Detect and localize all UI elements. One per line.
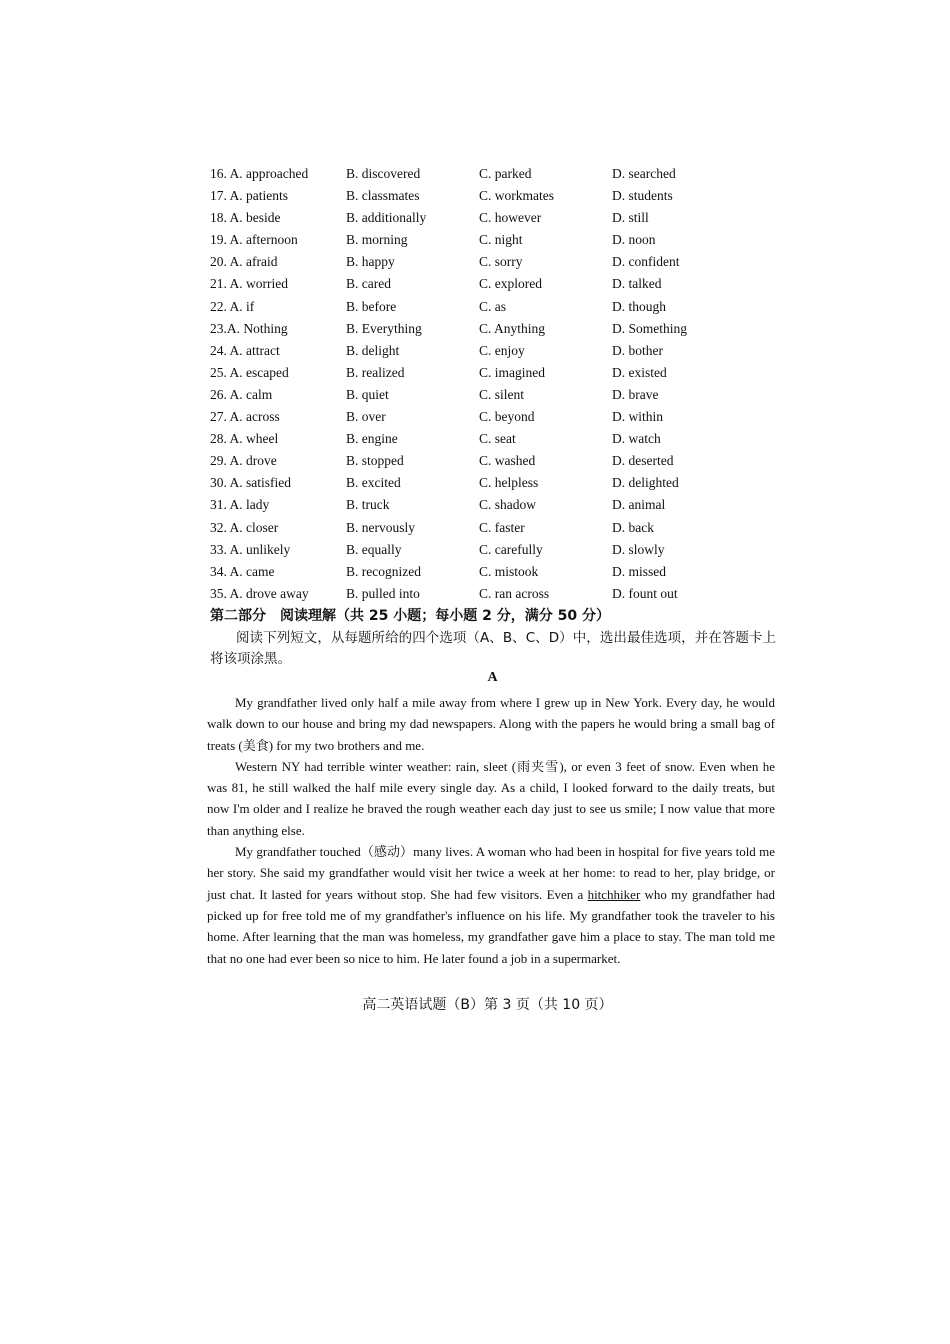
option-cell: D. students xyxy=(612,188,673,204)
option-cell: 18. A. beside xyxy=(210,210,281,226)
option-cell: 28. A. wheel xyxy=(210,431,279,447)
option-cell: 22. A. if xyxy=(210,298,255,314)
option-cell: B. delight xyxy=(346,342,400,358)
option-row xyxy=(210,583,770,605)
option-cell: B. excited xyxy=(346,475,401,491)
option-cell: C. shadow xyxy=(479,497,536,513)
option-cell: D. missed xyxy=(612,563,666,579)
option-cell: C. parked xyxy=(479,166,532,181)
passage-title: A xyxy=(487,670,498,685)
option-cell: 29. A. drove xyxy=(210,453,277,469)
option-cell: C. Anything xyxy=(479,320,546,336)
page-footer: 高二英语试题（B）第 3 页（共 10 页） xyxy=(362,997,613,1013)
option-cell: B. quiet xyxy=(346,386,389,402)
option-cell: D. bother xyxy=(612,342,663,358)
section-header: 第二部分 阅读理解（共 25 小题；每小题 2 分，满分 50 分） xyxy=(210,608,610,624)
option-row xyxy=(210,428,770,450)
option-cell: B. recognized xyxy=(346,563,421,579)
paragraph-2: Western NY had terrible winter weather: rain, sleet (雨夹雪), or even 3 feet of snow. Even when he was 81, he still walked the half mile every single day. As a child, I looked forward to the daily treats, but now I'm older and I realize he braved the rough weather each day just to see us smile; I now value that more than anything else. xyxy=(207,758,775,838)
option-cell: D. talked xyxy=(612,276,662,292)
option-cell: C. carefully xyxy=(479,541,543,557)
option-cell: D. fount out xyxy=(612,585,678,601)
option-cell: B. realized xyxy=(346,364,405,380)
option-cell: C. explored xyxy=(479,276,542,292)
option-cell: B. equally xyxy=(346,541,402,557)
option-cell: 27. A. across xyxy=(210,409,280,425)
option-row xyxy=(210,561,770,583)
option-cell: B. Everything xyxy=(346,320,422,336)
option-row xyxy=(210,384,770,406)
underlined-word: hitchhiker xyxy=(587,886,641,902)
option-cell: C. faster xyxy=(479,519,525,535)
option-cell: 34. A. came xyxy=(210,563,275,579)
option-cell: B. engine xyxy=(346,431,398,447)
option-row xyxy=(210,229,770,251)
option-cell: B. discovered xyxy=(346,166,421,181)
option-row xyxy=(210,539,770,561)
option-cell: B. additionally xyxy=(346,210,427,226)
paragraph-3: My grandfather touched（感动）many lives. A woman who had been in hospital for five years told me her story. She said my grandfather would visit her twice a week at her home: to read to her, play bridge, or just chat. It lasted for years without stop. She had few visitors. Even a hitchhiker who my grandfather had picked up for free told me of my grandfather's influence on his life. My grandfather took the traveler to his home. After learning that the man was homeless, my grandfather gave him a place to stay. The man told me that no one had ever been so nice to him. He later found a job in a supermarket. xyxy=(207,844,775,966)
option-cell: C. mistook xyxy=(479,563,539,579)
option-cell: C. beyond xyxy=(479,409,535,425)
option-cell: B. morning xyxy=(346,232,408,248)
option-cell: B. before xyxy=(346,298,397,314)
option-cell: D. animal xyxy=(612,497,666,513)
option-cell: D. delighted xyxy=(612,475,679,491)
option-cell: C. silent xyxy=(479,386,525,402)
option-row xyxy=(210,185,770,207)
reading-passage xyxy=(207,692,775,969)
option-cell: B. pulled into xyxy=(346,585,420,601)
option-cell: D. within xyxy=(612,409,664,425)
option-cell: 30. A. satisfied xyxy=(210,475,291,491)
option-cell: 35. A. drove away xyxy=(210,585,309,601)
option-cell: C. helpless xyxy=(479,475,539,491)
option-cell: 23.A. Nothing xyxy=(210,320,288,336)
option-cell: 20. A. afraid xyxy=(210,254,278,270)
option-row xyxy=(210,318,770,340)
option-cell: 32. A. closer xyxy=(210,519,279,535)
option-cell: C. night xyxy=(479,232,523,248)
option-cell: C. workmates xyxy=(479,188,554,204)
option-row xyxy=(210,296,770,318)
option-cell: D. existed xyxy=(612,364,667,380)
option-cell: C. as xyxy=(479,298,506,314)
option-cell: 26. A. calm xyxy=(210,386,273,402)
option-cell: D. brave xyxy=(612,386,659,402)
option-cell: B. happy xyxy=(346,254,395,270)
option-cell: 19. A. afternoon xyxy=(210,232,298,248)
option-row xyxy=(210,494,770,516)
option-cell: D. though xyxy=(612,298,666,314)
option-row xyxy=(210,273,770,295)
option-cell: C. enjoy xyxy=(479,342,525,358)
option-row xyxy=(210,163,770,185)
option-cell: B. stopped xyxy=(346,453,404,469)
option-cell: C. ran across xyxy=(479,585,550,601)
option-row xyxy=(210,251,770,273)
option-cell: B. over xyxy=(346,409,386,425)
option-row xyxy=(210,472,770,494)
option-cell: 17. A. patients xyxy=(210,188,288,204)
option-row xyxy=(210,406,770,428)
option-cell: B. cared xyxy=(346,276,391,292)
option-cell: D. confident xyxy=(612,254,680,270)
option-row xyxy=(210,450,770,472)
paragraph-1: My grandfather lived only half a mile away from where I grew up in New York. Every day, he would walk down to our house and bring my dad newspapers. Along with the papers he would bring a small bag of treats (美食) for my two brothers and me. xyxy=(207,695,775,753)
option-cell: 21. A. worried xyxy=(210,276,288,292)
option-cell: 25. A. escaped xyxy=(210,364,289,380)
option-cell: B. nervously xyxy=(346,519,415,535)
option-cell: C. sorry xyxy=(479,254,523,270)
option-cell: D. searched xyxy=(612,166,676,181)
option-row xyxy=(210,340,770,362)
instruction-text: 阅读下列短文，从每题所给的四个选项（A、B、C、D）中，选出最佳选项，并在答题卡上将该项涂黑。 xyxy=(210,630,776,667)
option-cell: D. deserted xyxy=(612,453,674,469)
option-cell: D. Something xyxy=(612,320,688,336)
option-cell: D. watch xyxy=(612,431,661,447)
option-cell: C. imagined xyxy=(479,364,545,380)
option-row xyxy=(210,362,770,384)
option-cell: D. slowly xyxy=(612,541,665,557)
option-cell: C. seat xyxy=(479,431,516,447)
options-table xyxy=(210,163,770,605)
option-cell: 24. A. attract xyxy=(210,342,280,358)
option-row xyxy=(210,207,770,229)
option-cell: C. however xyxy=(479,210,542,226)
option-cell: D. still xyxy=(612,210,649,226)
option-cell: 16. A. approached xyxy=(210,166,309,181)
option-cell: D. back xyxy=(612,519,654,535)
option-cell: C. washed xyxy=(479,453,536,469)
option-cell: 33. A. unlikely xyxy=(210,541,291,557)
option-cell: D. noon xyxy=(612,232,656,248)
option-cell: B. truck xyxy=(346,497,390,513)
option-cell: 31. A. lady xyxy=(210,497,270,513)
option-cell: B. classmates xyxy=(346,188,420,204)
option-row xyxy=(210,517,770,539)
